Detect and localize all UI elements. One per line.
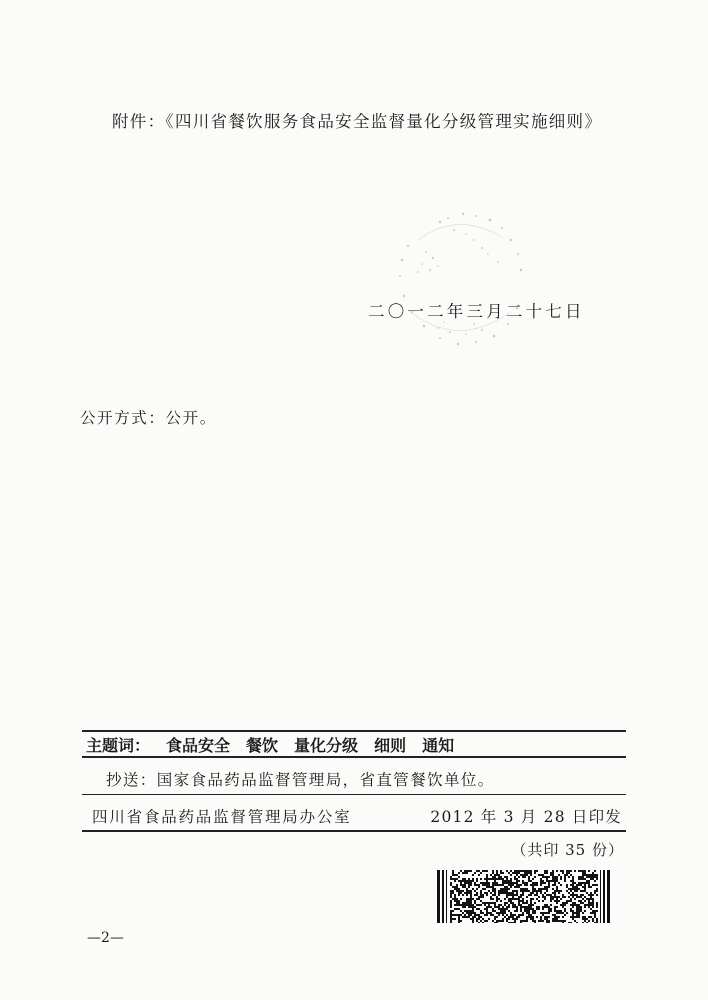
copies-count: （共印 35 份） [511, 841, 624, 859]
issuing-office: 四川省食品药品监督管理局办公室 [92, 808, 352, 826]
cc-divider [82, 794, 626, 795]
signing-date: 二〇一二年三月二十七日 [368, 302, 585, 321]
keyword-term: 食品安全 [166, 736, 231, 755]
attachment-line: 附件：《四川省餐饮服务食品安全监督量化分级管理实施细则》 [112, 112, 603, 131]
keywords-top-divider [82, 730, 626, 732]
official-seal-icon [378, 200, 538, 360]
issuer-divider [82, 830, 626, 832]
barcode-icon [437, 870, 611, 923]
keywords-label: 主题词： [86, 736, 151, 755]
carbon-copy-line: 抄送：国家食品药品监督管理局，省直管餐饮单位。 [106, 771, 495, 789]
disclosure-mode: 公开方式：公开。 [80, 409, 217, 427]
keyword-term: 通知 [422, 736, 455, 755]
keyword-term: 量化分级 [294, 736, 359, 755]
subject-keywords [86, 733, 454, 756]
keyword-term: 餐饮 [246, 736, 279, 755]
keyword-term: 细则 [374, 736, 407, 755]
issue-date: 2012 年 3 月 28 日印发 [430, 808, 622, 826]
keywords-divider [82, 756, 626, 758]
page-number: —2— [87, 930, 124, 946]
